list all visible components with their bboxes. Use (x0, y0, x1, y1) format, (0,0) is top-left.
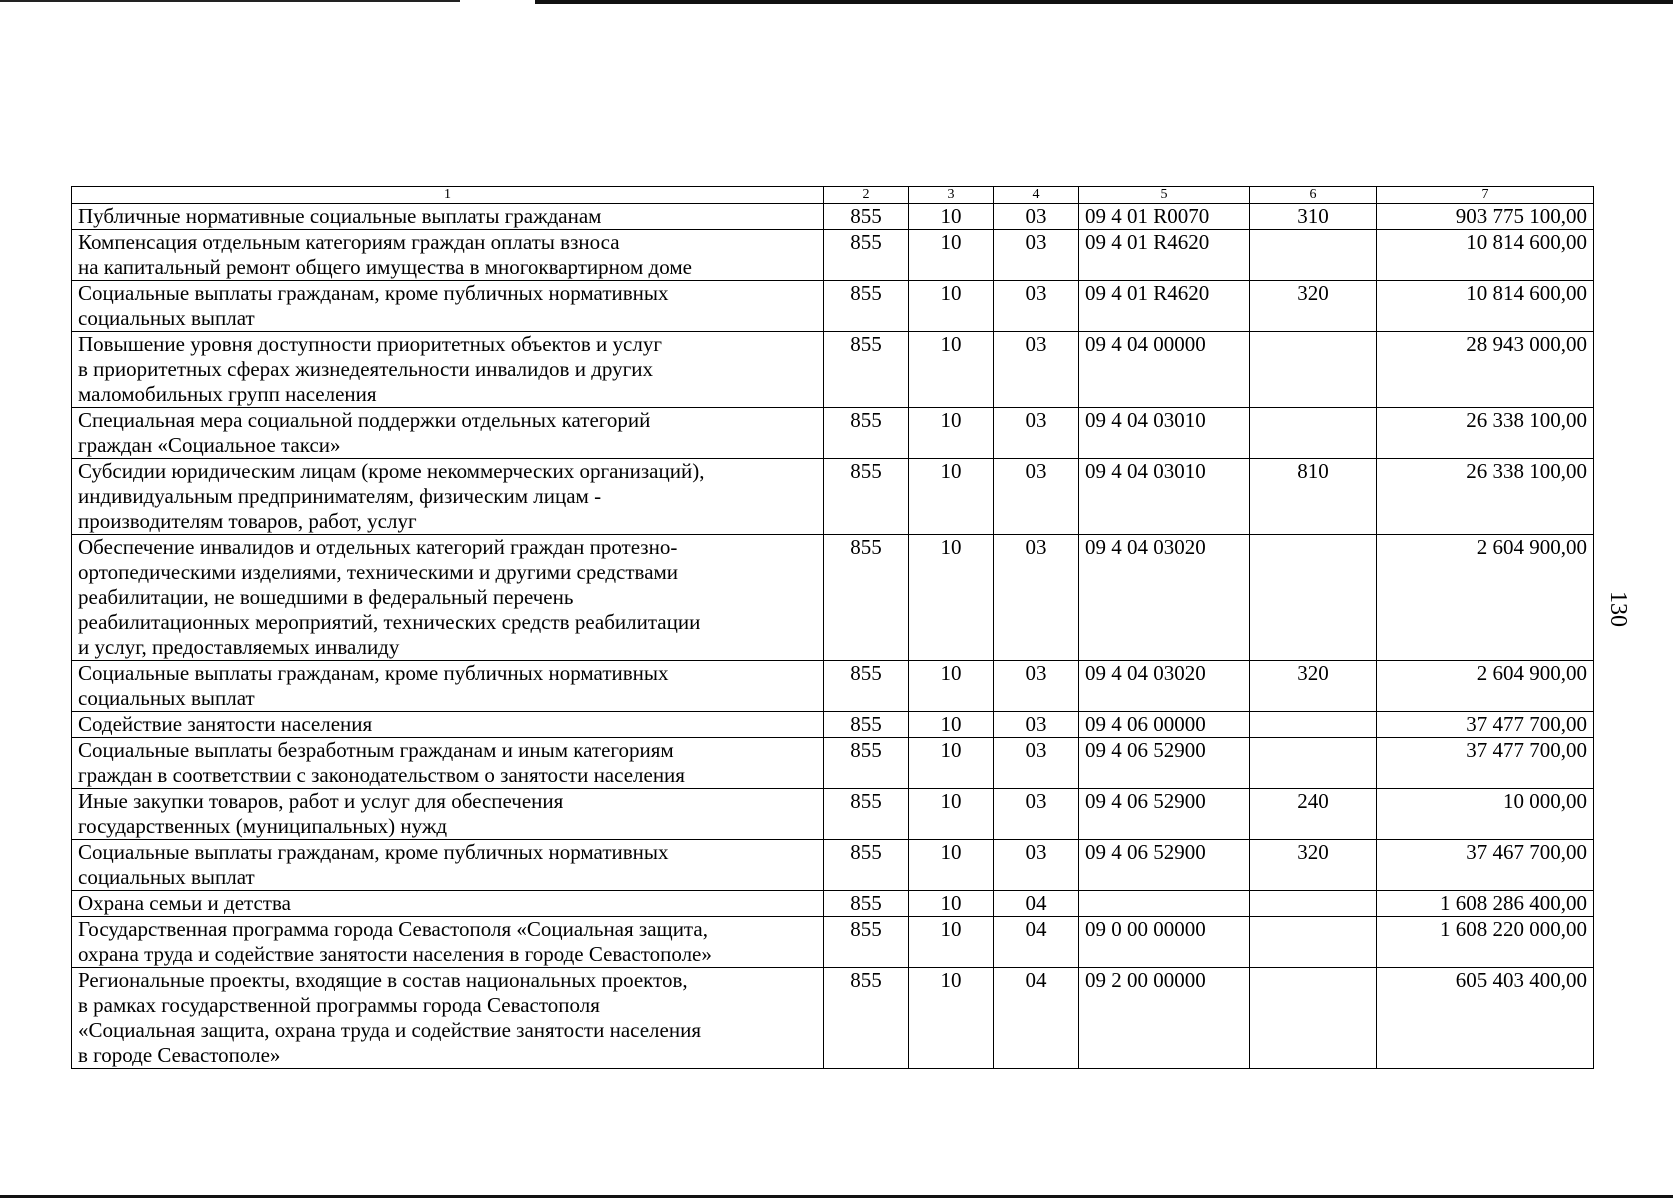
row-expense-type: 320 (1250, 840, 1377, 891)
row-name-text: Обеспечение инвалидов и отдельных категорий граждан протезно- ортопедическими изделиями, техническими и другими средствами реабилитации, не вошедшими в федеральный перечень реабилитационных мероприятий, технических средств реабилитации и услуг, предоставляемых инвалиду (78, 535, 701, 659)
table-row (72, 459, 1594, 535)
row-ministry-code: 855 (824, 789, 909, 840)
table-row (72, 840, 1594, 891)
row-expense-type: 320 (1250, 281, 1377, 332)
row-section-code: 10 (909, 204, 994, 230)
row-name (72, 332, 824, 408)
row-section-code: 10 (909, 459, 994, 535)
row-ministry-code: 855 (824, 459, 909, 535)
row-name-text: Социальные выплаты безработным гражданам и иным категориям граждан в соответствии с законодательством о занятости населения (78, 738, 685, 787)
row-subsection-code: 03 (994, 332, 1079, 408)
row-section-code: 10 (909, 738, 994, 789)
row-amount: 10 814 600,00 (1377, 281, 1594, 332)
row-expense-type (1250, 968, 1377, 1069)
column-header-1: 1 (72, 187, 824, 204)
row-name-text: Государственная программа города Севастополя «Социальная защита, охрана труда и содействие занятости населения в городе Севастополе» (78, 917, 712, 966)
table-row (72, 891, 1594, 917)
row-section-code: 10 (909, 789, 994, 840)
row-ministry-code: 855 (824, 917, 909, 968)
table-row (72, 661, 1594, 712)
row-ministry-code: 855 (824, 712, 909, 738)
row-expense-type (1250, 738, 1377, 789)
row-target-code: 09 4 04 00000 (1079, 332, 1250, 408)
row-name (72, 661, 824, 712)
row-target-code: 09 4 04 03020 (1079, 535, 1250, 661)
row-name-text: Субсидии юридическим лицам (кроме некоммерческих организаций), индивидуальным предпринимателям, физическим лицам - производителям товаров, работ, услуг (78, 459, 705, 533)
row-name-text: Компенсация отдельным категориям граждан оплаты взноса на капитальный ремонт общего имущества в многоквартирном доме (78, 230, 692, 279)
header-row (72, 187, 1594, 204)
row-amount: 37 477 700,00 (1377, 712, 1594, 738)
row-name-text: Публичные нормативные социальные выплаты гражданам (78, 204, 602, 228)
table-row (72, 535, 1594, 661)
row-subsection-code: 03 (994, 738, 1079, 789)
row-subsection-code: 03 (994, 459, 1079, 535)
table-row (72, 332, 1594, 408)
row-amount: 37 467 700,00 (1377, 840, 1594, 891)
row-name (72, 891, 824, 917)
row-target-code: 09 0 00 00000 (1079, 917, 1250, 968)
row-target-code (1079, 891, 1250, 917)
row-name (72, 459, 824, 535)
row-ministry-code: 855 (824, 535, 909, 661)
row-name (72, 840, 824, 891)
row-name-text: Повышение уровня доступности приоритетных объектов и услуг в приоритетных сферах жизнедеятельности инвалидов и других маломобильных групп населения (78, 332, 662, 406)
table-row (72, 968, 1594, 1069)
row-subsection-code: 03 (994, 661, 1079, 712)
row-expense-type (1250, 712, 1377, 738)
row-name (72, 789, 824, 840)
row-subsection-code: 04 (994, 968, 1079, 1069)
table-row (72, 712, 1594, 738)
row-name-text: Специальная мера социальной поддержки отдельных категорий граждан «Социальное такси» (78, 408, 651, 457)
row-section-code: 10 (909, 968, 994, 1069)
row-subsection-code: 03 (994, 204, 1079, 230)
table-body (72, 204, 1594, 1069)
row-subsection-code: 04 (994, 917, 1079, 968)
row-ministry-code: 855 (824, 408, 909, 459)
column-header-6: 6 (1250, 187, 1377, 204)
table-row (72, 738, 1594, 789)
row-subsection-code: 03 (994, 712, 1079, 738)
column-header-5: 5 (1079, 187, 1250, 204)
row-expense-type: 810 (1250, 459, 1377, 535)
row-expense-type: 320 (1250, 661, 1377, 712)
row-ministry-code: 855 (824, 891, 909, 917)
row-subsection-code: 03 (994, 840, 1079, 891)
row-target-code: 09 4 04 03010 (1079, 459, 1250, 535)
row-name-text: Содействие занятости населения (78, 712, 373, 736)
row-ministry-code: 855 (824, 281, 909, 332)
row-target-code: 09 4 01 R0070 (1079, 204, 1250, 230)
row-target-code: 09 4 04 03010 (1079, 408, 1250, 459)
table-header (72, 187, 1594, 204)
scan-edge-top-left (0, 0, 460, 2)
row-amount: 2 604 900,00 (1377, 535, 1594, 661)
table-row (72, 230, 1594, 281)
row-target-code: 09 4 04 03020 (1079, 661, 1250, 712)
column-header-4: 4 (994, 187, 1079, 204)
row-ministry-code: 855 (824, 840, 909, 891)
row-amount: 1 608 286 400,00 (1377, 891, 1594, 917)
row-section-code: 10 (909, 332, 994, 408)
row-name (72, 230, 824, 281)
row-target-code: 09 4 06 52900 (1079, 738, 1250, 789)
row-amount: 605 403 400,00 (1377, 968, 1594, 1069)
row-ministry-code: 855 (824, 661, 909, 712)
row-section-code: 10 (909, 535, 994, 661)
row-section-code: 10 (909, 408, 994, 459)
row-name (72, 968, 824, 1069)
row-amount: 2 604 900,00 (1377, 661, 1594, 712)
row-name-text: Иные закупки товаров, работ и услуг для обеспечения государственных (муниципальных) нужд (78, 789, 564, 838)
row-amount: 26 338 100,00 (1377, 459, 1594, 535)
row-name (72, 712, 824, 738)
row-amount: 1 608 220 000,00 (1377, 917, 1594, 968)
row-section-code: 10 (909, 230, 994, 281)
row-subsection-code: 03 (994, 535, 1079, 661)
row-section-code: 10 (909, 917, 994, 968)
row-target-code: 09 4 06 52900 (1079, 840, 1250, 891)
row-expense-type: 310 (1250, 204, 1377, 230)
table-row (72, 281, 1594, 332)
row-name (72, 535, 824, 661)
row-section-code: 10 (909, 891, 994, 917)
row-section-code: 10 (909, 840, 994, 891)
row-expense-type (1250, 891, 1377, 917)
row-expense-type (1250, 917, 1377, 968)
row-expense-type (1250, 332, 1377, 408)
row-name-text: Социальные выплаты гражданам, кроме публичных нормативных социальных выплат (78, 840, 669, 889)
row-subsection-code: 03 (994, 230, 1079, 281)
row-name-text: Охрана семьи и детства (78, 891, 291, 915)
row-ministry-code: 855 (824, 968, 909, 1069)
row-expense-type: 240 (1250, 789, 1377, 840)
row-expense-type (1250, 408, 1377, 459)
row-subsection-code: 03 (994, 281, 1079, 332)
row-target-code: 09 4 01 R4620 (1079, 281, 1250, 332)
row-amount: 28 943 000,00 (1377, 332, 1594, 408)
table-row (72, 917, 1594, 968)
row-target-code: 09 4 01 R4620 (1079, 230, 1250, 281)
row-expense-type (1250, 230, 1377, 281)
row-name (72, 738, 824, 789)
row-subsection-code: 04 (994, 891, 1079, 917)
row-ministry-code: 855 (824, 230, 909, 281)
row-ministry-code: 855 (824, 738, 909, 789)
row-amount: 26 338 100,00 (1377, 408, 1594, 459)
scan-edge-bottom (0, 1195, 1673, 1198)
table-row (72, 789, 1594, 840)
row-name-text: Социальные выплаты гражданам, кроме публичных нормативных социальных выплат (78, 661, 669, 710)
row-name-text: Социальные выплаты гражданам, кроме публичных нормативных социальных выплат (78, 281, 669, 330)
budget-table (71, 186, 1594, 1069)
row-expense-type (1250, 535, 1377, 661)
row-section-code: 10 (909, 281, 994, 332)
scan-edge-top (535, 0, 1673, 4)
page-number: 130 (1605, 591, 1631, 627)
row-amount: 10 814 600,00 (1377, 230, 1594, 281)
row-amount: 903 775 100,00 (1377, 204, 1594, 230)
row-name-text: Региональные проекты, входящие в состав национальных проектов, в рамках государственной программы города Севастополя «Социальная защита, охрана труда и содействие занятости населения в городе Севастополе» (78, 968, 701, 1067)
row-subsection-code: 03 (994, 789, 1079, 840)
column-header-3: 3 (909, 187, 994, 204)
row-name (72, 408, 824, 459)
row-name (72, 917, 824, 968)
row-amount: 10 000,00 (1377, 789, 1594, 840)
table-row (72, 204, 1594, 230)
row-ministry-code: 855 (824, 332, 909, 408)
row-target-code: 09 4 06 52900 (1079, 789, 1250, 840)
row-name (72, 281, 824, 332)
row-amount: 37 477 700,00 (1377, 738, 1594, 789)
row-name (72, 204, 824, 230)
row-target-code: 09 4 06 00000 (1079, 712, 1250, 738)
row-section-code: 10 (909, 661, 994, 712)
row-target-code: 09 2 00 00000 (1079, 968, 1250, 1069)
row-section-code: 10 (909, 712, 994, 738)
table-row (72, 408, 1594, 459)
row-ministry-code: 855 (824, 204, 909, 230)
column-header-7: 7 (1377, 187, 1594, 204)
column-header-2: 2 (824, 187, 909, 204)
row-subsection-code: 03 (994, 408, 1079, 459)
